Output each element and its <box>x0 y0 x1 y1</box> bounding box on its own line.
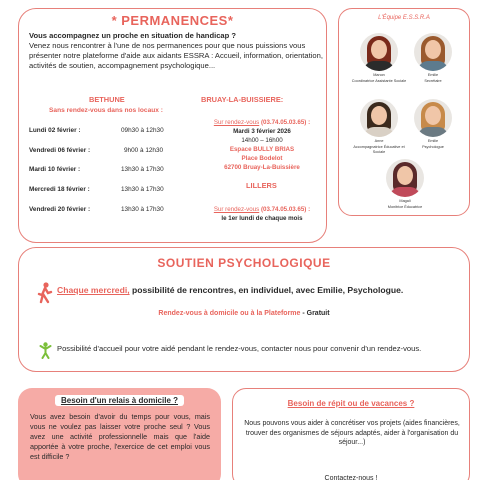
repit-text: Nous pouvons vous aider à concrétiser vos projets (aides financières, trouver des organismes de séjours adaptés, aider à l'organisation du séjour...) <box>244 420 460 447</box>
bruay-title: BRUAY-LA-BUISSIERE: <box>201 95 284 104</box>
member-role: Secrétaire <box>424 79 442 84</box>
permanences-intro-question: Vous accompagnez un proche en situation de handicap ? <box>29 31 237 40</box>
soutien-line3: Possibilité d'accueil pour votre aidé pendant le rendez-vous, contacter nous pour convenir d'un rendez-vous. <box>57 344 422 353</box>
member-name: Anne <box>374 139 384 143</box>
lillers-rdv-link[interactable]: Sur rendez-vous <box>213 206 260 213</box>
relais-heading: Besoin d'un relais à domicile ? <box>18 396 221 405</box>
bruay-date: Mardi 3 février 2026 <box>233 128 291 135</box>
bruay-city: 62700 Bruay-La-Buissière <box>224 164 300 171</box>
relais-card <box>18 388 221 480</box>
member-role: Accompagnatrice Éducative et Sociale <box>353 145 405 154</box>
member-name: Magali <box>399 199 411 203</box>
member-photo <box>360 99 398 137</box>
member-photo <box>414 99 452 137</box>
team-member <box>351 33 407 84</box>
schedule-day: Mercredi 18 février : <box>29 186 90 193</box>
member-role: Monitrice Éducatrice <box>387 205 423 210</box>
schedule-day: Vendredi 06 février : <box>29 147 91 154</box>
schedule-time: 13h30 à 17h30 <box>121 166 164 173</box>
chaque-mercredi-link[interactable]: Chaque mercredi, <box>57 285 130 295</box>
bruay-place: Espace BULLY BRIAS <box>229 146 295 153</box>
schedule-time: 09h30 à 12h30 <box>121 127 164 134</box>
repit-heading: Besoin de répit ou de vacances ? <box>287 399 415 408</box>
repit-contact: Contactez-nous ! <box>324 475 378 480</box>
member-photo <box>360 33 398 71</box>
team-member <box>351 99 407 154</box>
relais-text: Vous avez besoin d'avoir du temps pour vous, mais vous ne voulez pas laisser votre proche seul ? Vous avez une activité professionnelle mais que l'aide apportée à votre proche, l'exercice de cet emploi vous est difficile ? <box>30 412 210 461</box>
member-role: Coordinatrice Assistante Sociale <box>351 79 407 84</box>
lillers-rdv: Sur rendez-vous (03.74.05.03.65) : <box>213 206 311 213</box>
schedule-time: 13h30 à 17h30 <box>121 186 164 193</box>
soutien-title: SOUTIEN PSYCHOLOGIQUE <box>157 256 331 270</box>
soutien-line1: Chaque mercredi, possibilité de rencontres, en individuel, avec Emilie, Psychologue. <box>57 285 404 295</box>
permanences-title: * PERMANENCES* <box>111 13 234 28</box>
schedule-day: Mardi 10 février : <box>29 166 81 173</box>
team-member <box>377 159 433 210</box>
permanences-intro: Venez nous rencontrer à l'une de nos permanences pour que nous puissions vous présenter notre plateforme d'aide aux aidants ESSRA : Accueil, information, orientation, activités de soutien, accompagnement psychologique... <box>29 41 323 71</box>
schedule-time: 9h00 à 12h30 <box>124 147 164 154</box>
bruay-rdv-link[interactable]: Sur rendez-vous <box>213 119 260 126</box>
bethune-title: BETHUNE <box>89 95 125 104</box>
member-photo <box>386 159 424 197</box>
person-arms-up-icon <box>39 342 52 359</box>
bruay-street: Place Bodelot <box>241 155 283 162</box>
bruay-rdv: Sur rendez-vous (03.74.05.03.65) : <box>213 119 311 126</box>
bruay-hours: 14h00 – 16h00 <box>241 137 283 144</box>
repit-card <box>232 388 470 480</box>
team-member <box>405 99 461 150</box>
lillers-when: le 1er lundi de chaque mois <box>221 215 303 222</box>
soutien-line2: Rendez-vous à domicile ou à la Plateforme - Gratuit <box>158 310 330 317</box>
soutien-card <box>18 247 470 372</box>
team-member <box>405 33 461 84</box>
member-name: Manon <box>373 73 385 77</box>
schedule-day: Vendredi 20 février : <box>29 206 91 213</box>
permanences-card <box>18 8 327 243</box>
member-name: Emilie <box>427 73 439 77</box>
schedule-time: 13h30 à 17h30 <box>121 206 164 213</box>
running-person-icon <box>37 282 53 304</box>
team-title: L'Équipe E.S.S.R.A <box>378 15 430 21</box>
schedule-day: Lundi 02 février : <box>29 127 81 134</box>
member-role: Psychologue <box>422 145 444 150</box>
bethune-subtitle: Sans rendez-vous dans nos locaux : <box>49 107 163 114</box>
member-photo <box>414 33 452 71</box>
team-card <box>338 8 470 216</box>
lillers-title: LILLERS <box>246 181 277 190</box>
member-name: Emilie <box>427 139 439 143</box>
